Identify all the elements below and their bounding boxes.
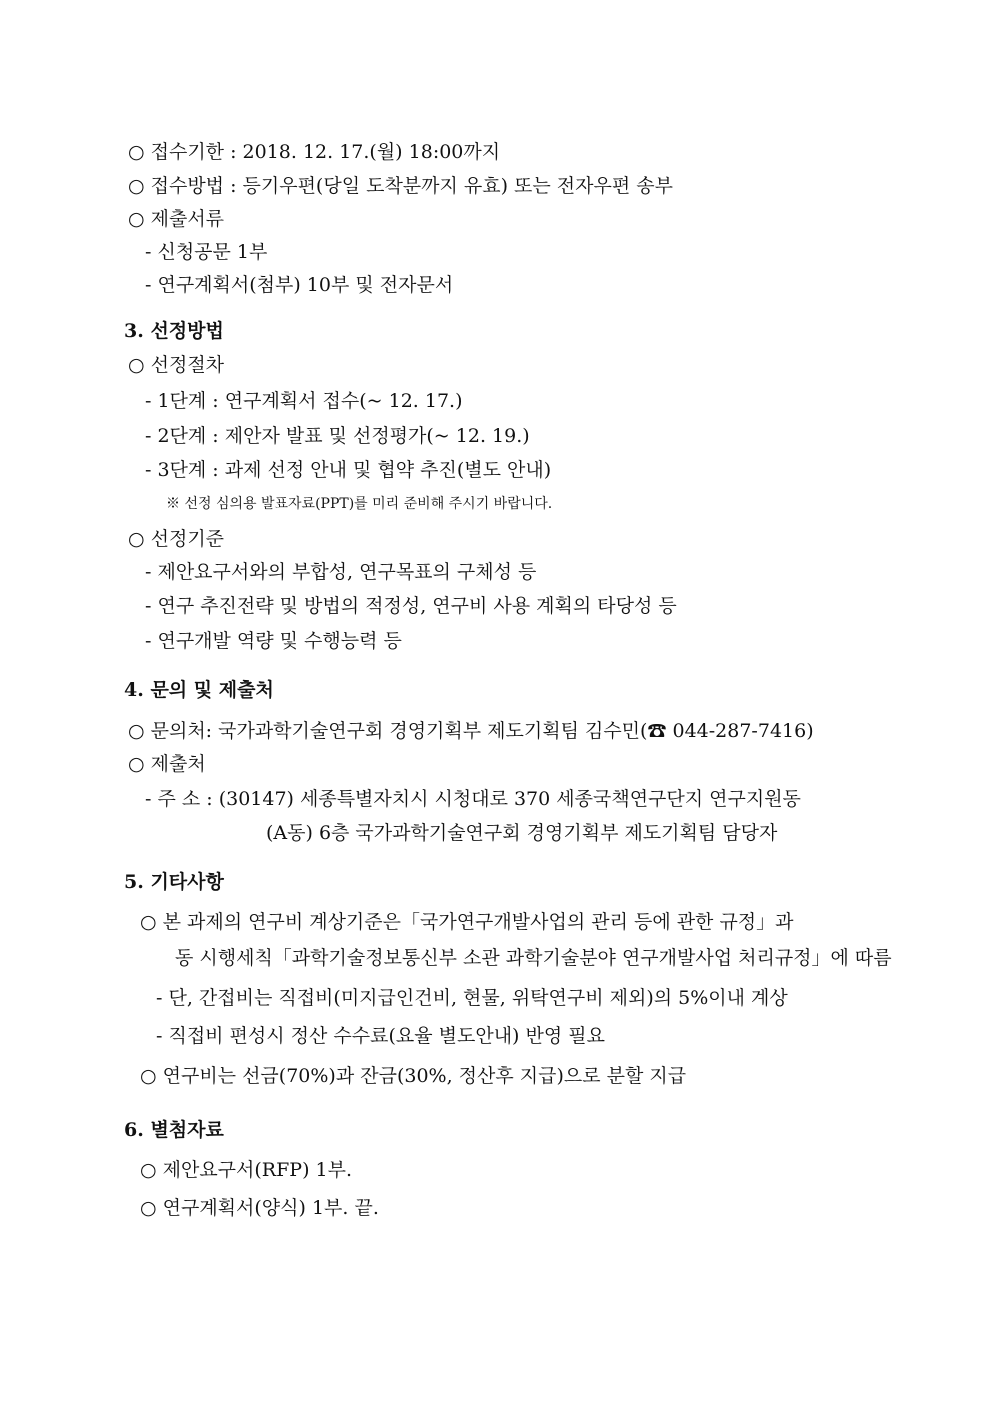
documents-line: ○ 제출서류 <box>128 208 225 230</box>
procedure-step: - 3단계 : 과제 선정 안내 및 협약 추진(별도 안내) <box>145 459 552 481</box>
section-4-heading: 4. 문의 및 제출처 <box>124 679 274 701</box>
document-item: - 연구계획서(첨부) 10부 및 전자문서 <box>145 274 454 296</box>
document-item: - 신청공문 1부 <box>145 241 268 263</box>
section-5-heading: 5. 기타사항 <box>124 871 224 893</box>
criteria-title: ○ 선정기준 <box>128 528 225 550</box>
payment-line: ○ 연구비는 선금(70%)과 잔금(30%, 정산후 지급)으로 분할 지급 <box>140 1065 687 1087</box>
method-line: ○ 접수방법 : 등기우편(당일 도착분까지 유효) 또는 전자우편 송부 <box>128 175 673 197</box>
budget-standard-line: ○ 본 과제의 연구비 계상기준은「국가연구개발사업의 관리 등에 관한 규정」과 <box>140 911 794 933</box>
section-3-heading: 3. 선정방법 <box>124 320 224 342</box>
section-6-heading: 6. 별첨자료 <box>124 1119 224 1141</box>
criteria-item: - 제안요구서와의 부합성, 연구목표의 구체성 등 <box>145 561 537 583</box>
procedure-step: - 1단계 : 연구계획서 접수(~ 12. 17.) <box>145 390 463 412</box>
procedure-title: ○ 선정절차 <box>128 354 225 376</box>
procedure-step: - 2단계 : 제안자 발표 및 선정평가(~ 12. 19.) <box>145 425 530 447</box>
criteria-item: - 연구개발 역량 및 수행능력 등 <box>145 630 402 652</box>
address-line: - 주 소 : (30147) 세종특별자치시 시청대로 370 세종국책연구단지 연구지원동 <box>145 788 801 810</box>
contact-line: ○ 문의처: 국가과학기술연구회 경영기획부 제도기획팀 김수민(☎ 044-287-7416) <box>128 720 814 742</box>
attachment-item: ○ 연구계획서(양식) 1부. 끝. <box>140 1197 379 1219</box>
address-line-cont: (A동) 6층 국가과학기술연구회 경영기획부 제도기획팀 담당자 <box>266 822 778 844</box>
procedure-note: ※ 선정 심의용 발표자료(PPT)를 미리 준비해 주시기 바랍니다. <box>166 496 553 512</box>
indirect-cost-line: - 단, 간접비는 직접비(미지급인건비, 현물, 위탁연구비 제외)의 5%이내 계상 <box>156 987 788 1009</box>
deadline-line: ○ 접수기한 : 2018. 12. 17.(월) 18:00까지 <box>128 141 501 163</box>
criteria-item: - 연구 추진전략 및 방법의 적정성, 연구비 사용 계획의 타당성 등 <box>145 595 677 617</box>
submission-title: ○ 제출처 <box>128 753 206 775</box>
attachment-item: ○ 제안요구서(RFP) 1부. <box>140 1159 353 1181</box>
direct-cost-line: - 직접비 편성시 정산 수수료(요율 별도안내) 반영 필요 <box>156 1025 605 1047</box>
budget-standard-line-cont: 동 시행세칙「과학기술정보통신부 소관 과학기술분야 연구개발사업 처리규정」에 따름 <box>175 947 892 969</box>
